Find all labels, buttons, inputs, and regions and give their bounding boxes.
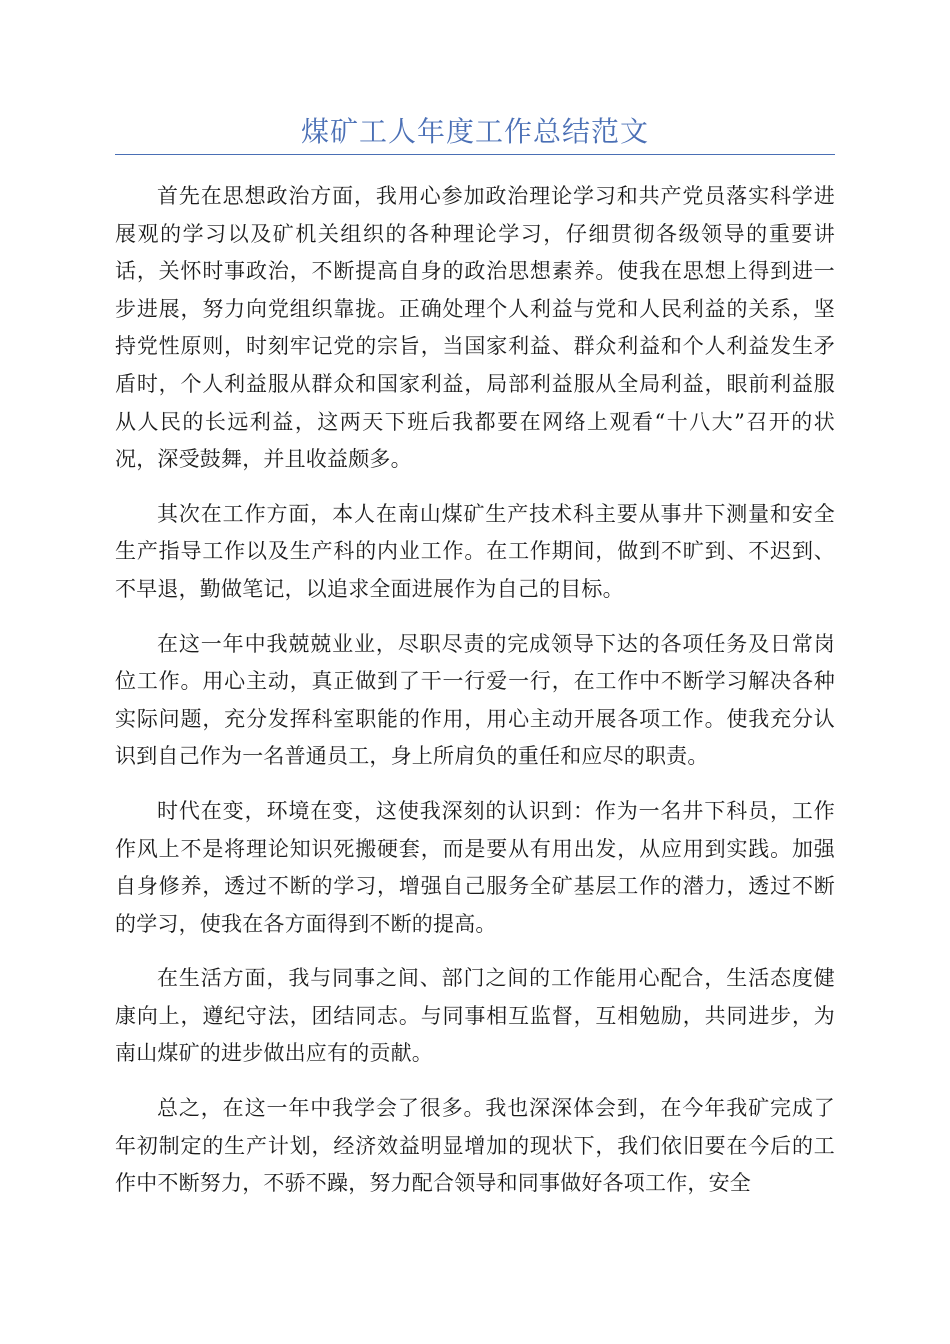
paragraph-summary: 总之，在这一年中我学会了很多。我也深深体会到，在今年我矿完成了年初制定的生产计划，经济效益明显增加的现状下，我们依旧要在今后的工作中不断努力，不骄不躁，努力配合领导和同事做好各项工作，安全 [115, 1096, 835, 1196]
paragraph-learning: 时代在变，环境在变，这使我深刻的认识到：作为一名井下科员，工作作风上不是将理论知识死搬硬套，而是要从有用出发，从应用到实践。加强自身修养，透过不断的学习，增强自己服务全矿基层工作的潜力，透过不断的学习，使我在各方面得到不断的提高。 [115, 798, 835, 936]
title-underline [115, 154, 835, 155]
paragraph-work: 其次在工作方面，本人在南山煤矿生产技术科主要从事井下测量和安全生产指导工作以及生产科的内业工作。在工作期间，做到不旷到、不迟到、不早退，勤做笔记，以追求全面进展作为自己的目标。 [115, 501, 835, 601]
paragraph-politics: 首先在思想政治方面，我用心参加政治理论学习和共产党员落实科学进展观的学习以及矿机关组织的各种理论学习，仔细贯彻各级领导的重要讲话，关怀时事政治，不断提高自身的政治思想素养。使我在思想上得到进一步进展，努力向党组织靠拢。正确处理个人利益与党和人民利益的关系，坚持党性原则，时刻牢记党的宗旨，当国家利益、群众利益和个人利益发生矛盾时，个人利益服从群众和国家利益，局部利益服从全局利益，眼前利益服从人民的长远利益，这两天下班后我都要在网络上观看“十八大”召开的状况，深受鼓舞，并且收益颇多。 [115, 184, 835, 472]
document-body [115, 178, 835, 1220]
paragraph-life: 在生活方面，我与同事之间、部门之间的工作能用心配合，生活态度健康向上，遵纪守法，团结同志。与同事相互监督，互相勉励，共同进步，为南山煤矿的进步做出应有的贡献。 [115, 966, 835, 1066]
paragraph-diligence: 在这一年中我兢兢业业，尽职尽责的完成领导下达的各项任务及日常岗位工作。用心主动，真正做到了干一行爱一行，在工作中不断学习解决各种实际问题，充分发挥科室职能的作用，用心主动开展各项工作。使我充分认识到自己作为一名普通员工，身上所肩负的重任和应尽的职责。 [115, 631, 835, 769]
document-title: 煤矿工人年度工作总结范文 [300, 115, 649, 148]
